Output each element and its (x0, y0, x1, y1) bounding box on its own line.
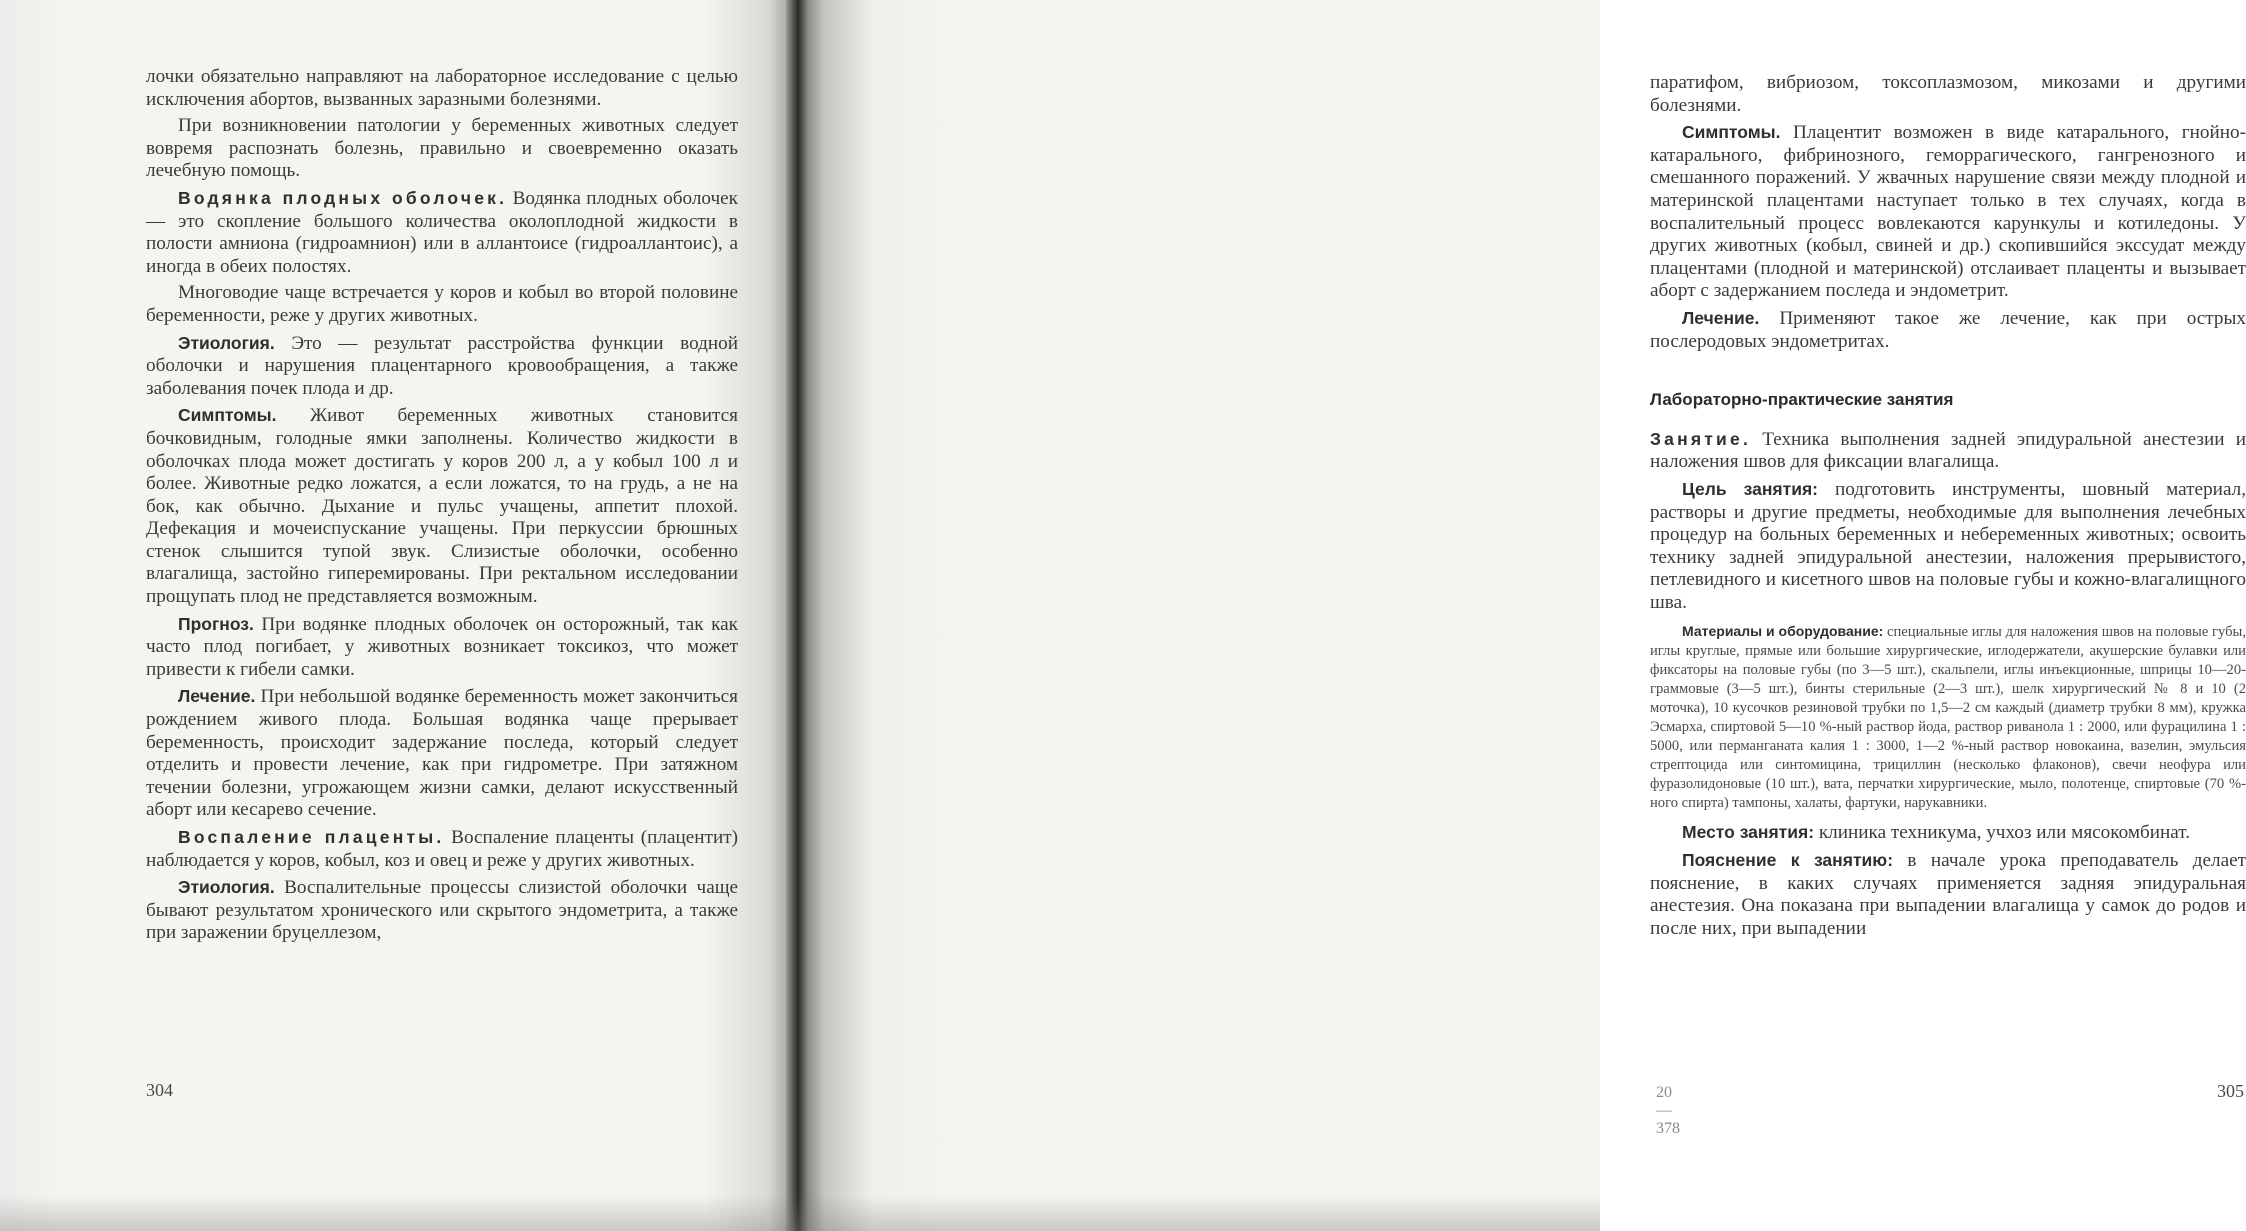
paragraph-lead: Водянка плодных оболочек. (178, 187, 508, 208)
paragraph-explanation: Пояснение к занятию: в начале урока преподаватель делает пояснение, в каких случаях применяется задняя эпидуральная анестезия. Она показана при выпадении влагалища у самок до родов и после них, при выпадении (1650, 850, 2246, 939)
page-number-right: 305 (2217, 1081, 2244, 1101)
paragraph-lead: Этиология. (178, 332, 275, 353)
left-page (0, 0, 800, 1231)
paragraph-goal: Цель занятия: подготовить инструменты, шовный материал, растворы и другие предметы, необходимые для выполнения лечебных процедур на больных беременных и небеременных животных; освоить технику задней эпидуральной анестезии, наложения прерывистого, петлевидного и кисетного швов на половые губы и кожно-влагалищного шва. (1650, 478, 2246, 613)
printer-signature: 20—378 (1656, 1084, 1680, 1137)
paragraph-lead: Лечение. (1682, 307, 1760, 328)
paragraph-placentitis: Воспаление плаценты. Воспаление плаценты (плацентит) наблюдается у коров, кобыл, коз и овец и реже у других животных. (146, 827, 738, 871)
paragraph-lead: Материалы и оборудование: (1682, 623, 1884, 640)
paragraph: При возникновении патологии у беременных животных следует вовремя распознать болезнь, правильно и своевременно оказать лечебную помощь. (146, 115, 738, 182)
paragraph-lead: Цель занятия: (1682, 478, 1819, 499)
paragraph-lead: Симптомы. (1682, 122, 1781, 143)
paragraph-lead: Пояснение к занятию: (1682, 850, 1894, 871)
paragraph: Многоводие чаще встречается у коров и кобыл во второй половине беременности, реже у других животных. (146, 282, 738, 326)
paragraph: паратифом, вибриозом, токсоплазмозом, микозами и другими болезнями. (1650, 72, 2246, 116)
paragraph-symptoms: Симптомы. Плацентит возможен в виде катарального, гнойно-катарального, фибринозного, геморрагического, гангренозного и смешанного поражений. У жвачных нарушение связи между плодной и материнской плацентами наступает только в тех случаях, когда в воспалительный процесс вовлекаются карункулы и котиледоны. У других животных (кобыл, свиней и др.) скопившийся экссудат между плацентами (плодной и материнской) отслаивает плаценты и вызывает аборт с задержанием последа и эндометрит. (1650, 122, 2246, 302)
paragraph-prognosis: Прогноз. При водянке плодных оболочек он осторожный, так как часто плод погибает, у животных возникает токсикоз, что может привести к гибели самки. (146, 613, 738, 680)
paragraph-treatment: Лечение. При небольшой водянке беременность может закончиться рождением живого плода. Большая водянка чаще прерывает беременность, происходит задержание последа, который следует отделить и провести лечение, как при гидрометре. При затяжном течении болезни, угрожающем жизни самки, делают искусственный аборт или кесарево сечение. (146, 686, 738, 821)
paragraph-lead: Занятие. (1650, 428, 1752, 449)
right-page-text (1650, 72, 2246, 944)
paragraph-lesson: Занятие. Техника выполнения задней эпидуральной анестезии и наложения швов для фиксации влагалища. (1650, 428, 2246, 473)
paragraph-lead: Место занятия: (1682, 822, 1815, 843)
paragraph-etiology: Этиология. Это — результат расстройства функции водной оболочки и нарушения плацентарного кровообращения, а также заболевания почек плода и др. (146, 332, 738, 399)
paragraph-hydrops: Водянка плодных оболочек. Водянка плодных оболочек — это скопление большого количества околоплодной жидкости в полости амниона (гидроамнион) или в аллантоисе (гидроаллантоис), а иногда в обеих полостях. (146, 187, 738, 277)
paragraph-symptoms: Симптомы. Живот беременных животных становится бочковидным, голодные ямки заполнены. Количество жидкости в оболочках плода может достигать у коров 200 л, а у кобыл 100 л и более. Животные редко ложатся, а если ложатся, то на грудь, а не на бок, как обычно. Дыхание и пульс учащены, аппетит плохой. Дефекация и мочеиспускание учащены. При перкуссии брюшных стенок слышится тупой звук. Слизистые оболочки, особенно влагалища, застойно гиперемированы. При ректальном исследовании прощупать плод не представляется возможным. (146, 405, 738, 608)
section-title: Лабораторно-практические занятия (1650, 390, 1954, 410)
paragraph-lead: Этиология. (178, 877, 275, 898)
paragraph-lead: Воспаление плаценты. (178, 827, 445, 847)
paragraph-lead: Симптомы. (178, 405, 277, 426)
paragraph-lead: Лечение. (178, 686, 256, 707)
bottom-edge-shadow (0, 1195, 1600, 1231)
right-page (800, 0, 2246, 1231)
paragraph-etiology-2: Этиология. Воспалительные процессы слизистой оболочки чаще бывают результатом хронического или скрытого эндометрита, а также при заражении бруцеллезом, (146, 877, 738, 944)
paragraph-treatment: Лечение. Применяют такое же лечение, как при острых послеродовых эндометритах. (1650, 307, 2246, 352)
paragraph-lead: Прогноз. (178, 613, 254, 634)
paragraph-place: Место занятия: клиника техникума, учхоз или мясокомбинат. (1682, 822, 2191, 844)
left-page-text (146, 66, 738, 949)
book-spine (786, 0, 808, 1231)
paragraph-materials: Материалы и оборудование: специальные иглы для наложения швов на половые губы, иглы круглые, прямые или большие хирургические, иглодержатели, акушерские булавки или фиксаторы на половые губы (по 3—5 шт.), скальпели, иглы инъекционные, шприцы 10—20-граммовые (3—5 шт.), бинты стерильные (2—3 шт.), шелк хирургический № 8 и 10 (2 моточка), 10 кусочков резиновой трубки по 1,5—2 см каждый (диаметр трубки 8 мм), кружка Эсмарха, спиртовой 5—10 %-ный раствор йода, раствор риванола 1 : 2000, или фурацилина 1 : 5000, или перманганата калия 1 : 3000, 1—2 %-ный раствор новокаина, вазелин, эмульсия стрептоцида или синтомицина, трициллин (несколько флаконов), свечи неофура или фуразолидоновые (10 шт.), вата, перчатки хирургические, мыло, полотенце, спиртовые (70 %-ного спирта) тампоны, халаты, фартуки, нарукавники. (1650, 623, 2246, 812)
page-number-left: 304 (146, 1080, 173, 1100)
paragraph: лочки обязательно направляют на лабораторное исследование с целью исключения абортов, вызванных заразными болезнями. (146, 66, 738, 110)
